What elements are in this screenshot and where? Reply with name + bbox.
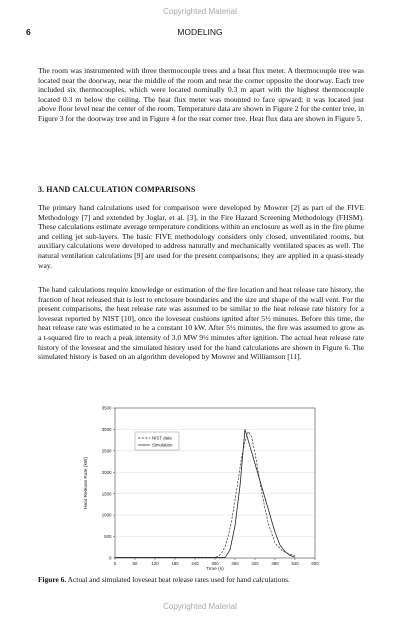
y-tick-label: 3500 xyxy=(101,405,112,411)
x-tick-label: 60 xyxy=(132,561,138,566)
figure-6-chart xyxy=(78,402,323,572)
legend-entry: Simulation xyxy=(152,442,173,448)
x-axis-label: Time (s) xyxy=(206,567,224,572)
paragraph-instrumentation: The room was instrumented with three thermocouple trees and a heat flux meter. A thermocouple tree was located near the doorway, near the middle of the room and near the corner opposite the doorway. Each tree included six thermocouples, which were located nominally 0.3 m apart with the highest thermocouple located 0.3 m below the ceiling. The heat flux meter was mounted to face upward; it was located just above floor level near the center of the room. Temperature data are shown in Figure 2 for the center tree, in Figure 3 for the doorway tree and in Figure 4 for the rear corner tree. Heat flux data are shown in Figure 5. xyxy=(38,66,364,123)
x-tick-label: 0 xyxy=(113,561,117,566)
y-tick-label: 0 xyxy=(109,555,112,561)
x-tick-label: 480 xyxy=(271,561,279,566)
y-tick-label: 2000 xyxy=(101,469,112,475)
x-tick-label: 360 xyxy=(231,561,239,566)
page-header xyxy=(26,27,374,39)
y-tick-label: 1000 xyxy=(101,512,112,518)
caption-text: Actual and simulated loveseat heat release rates used for hand calculations. xyxy=(66,575,290,584)
running-title: MODELING xyxy=(177,27,223,37)
plot-frame xyxy=(115,408,315,558)
y-tick-label: 1500 xyxy=(101,491,112,497)
y-tick-label: 500 xyxy=(104,534,112,540)
x-tick-label: 120 xyxy=(151,561,159,566)
x-tick-label: 540 xyxy=(291,561,299,566)
paragraph-hand-calculations: The primary hand calculations used for comparison were developed by Mowrer [2] as part of the FIVE Methodology [7] and extended by Joglar, et al. [3], in the Fire Hazard Screening Methodology (FHSM). These calculations estimate average temperature conditions within an enclosure as well as in the fire plume and ceiling jet sub-layers. The basic FIVE methodology considers only closed, unventilated rooms, but auxiliary calculations were developed to address naturally and mechanically ventilated spaces as well. The natural ventilation calculations [9] are used for the present comparisons; they are applied in a quasi-steady way. xyxy=(38,203,364,270)
caption-label: Figure 6. xyxy=(38,575,67,584)
x-tick-label: 300 xyxy=(211,561,219,566)
y-tick-label: 3000 xyxy=(101,427,112,433)
x-tick-label: 240 xyxy=(191,561,199,566)
y-tick-label: 2500 xyxy=(101,448,112,454)
x-tick-label: 420 xyxy=(251,561,259,566)
paragraph-heat-release-rate: The hand calculations require knowledge or estimation of the fire location and heat release rate history, the fraction of heat released that is lost to enclosure boundaries and the size and shape of the wall vent. For the present comparisons, the heat release rate was assumed to be similar to the heat release rate history for a loveseat reported by NIST [10], once the loveseat cushions ignited after 5½ minutes. Before this time, the heat release rate was estimated to be a constant 10 kW. After 5½ minutes, the fire was assumed to grow as a t-squared fire to reach a peak intensity of 3.0 MW 9½ minutes after ignition. The actual heat release rate history of the loveseat and the simulated history used for the hand calculations are shown in Figure 6. The simulated history is based on an algorithm developed by Mowrer and Williamson [11]. xyxy=(38,285,364,362)
watermark-bottom: Copyrighted Material xyxy=(163,602,237,611)
page-number: 6 xyxy=(26,27,31,37)
x-tick-label: 180 xyxy=(171,561,179,566)
watermark-top: Copyrighted Material xyxy=(163,7,237,16)
figure-caption xyxy=(38,575,368,584)
section-heading: 3. HAND CALCULATION COMPARISONS xyxy=(38,185,196,194)
legend-entry: NIST data xyxy=(152,435,172,441)
x-tick-label: 600 xyxy=(311,561,319,566)
y-axis-label: Heat Release Rate (kW) xyxy=(84,457,89,509)
